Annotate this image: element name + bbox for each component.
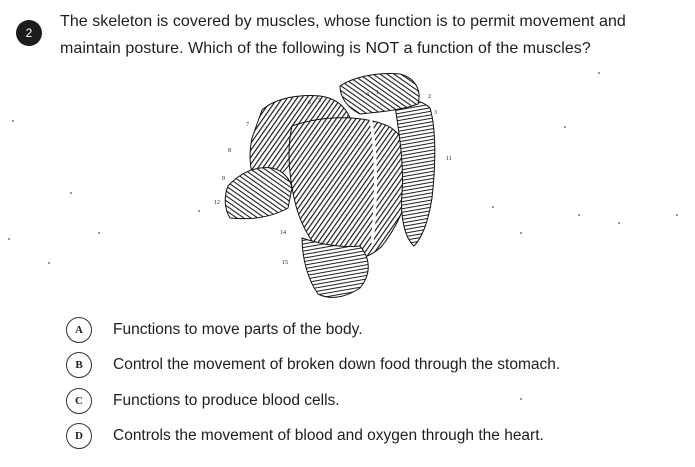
figure-label: 1 [376,90,379,96]
figure-label: 2 [428,94,431,100]
figure-label: 15 [282,260,288,266]
scan-speck [618,222,620,224]
figure-label: 4 [366,92,369,98]
figure-label: 7 [246,122,249,128]
figure-label: 5 [318,98,321,104]
figure-label: 9 [222,176,225,182]
abdomen-region [302,238,368,297]
scan-speck [198,210,200,212]
scan-speck [12,120,14,122]
scan-speck [578,214,580,216]
scan-speck [8,238,10,240]
figure-label: 12 [214,200,220,206]
choice-letter-badge[interactable]: D [66,423,92,449]
scan-speck [564,126,566,128]
question-number-badge: 2 [16,20,42,46]
scan-speck [98,232,100,234]
choice-letter-badge[interactable]: B [66,352,92,378]
choice-text: Functions to produce blood cells. [113,392,340,409]
muscle-drawing [210,68,455,306]
figure-label: 3 [434,110,437,116]
choice-letter-badge[interactable]: C [66,388,92,414]
figure-label: 14 [280,230,286,236]
choice-text: Functions to move parts of the body. [113,321,363,338]
choice-letter-badge[interactable]: A [66,317,92,343]
muscle-illustration [210,68,455,306]
choice-text: Control the movement of broken down food through the stomach. [113,356,561,373]
scan-speck [520,232,522,234]
question-text: The skeleton is covered by muscles, whose function is to permit movement and maintain posture. Which of the following is NOT a function of the muscles? [60,13,626,57]
scan-speck [676,214,678,216]
figure-label: 8 [228,148,231,154]
choice-a[interactable] [66,316,363,344]
figure-label: 11 [446,156,452,162]
scan-speck [598,72,600,74]
scan-speck [520,398,522,400]
scan-speck [48,262,50,264]
choice-text: Controls the movement of blood and oxygen through the heart. [113,427,544,444]
choice-d[interactable] [66,422,544,450]
upper-arm-region [225,168,292,219]
choice-c[interactable] [66,387,340,415]
scan-speck [70,192,72,194]
choice-b[interactable] [66,351,560,379]
figure-label: 6 [308,100,311,106]
scan-speck [492,206,494,208]
